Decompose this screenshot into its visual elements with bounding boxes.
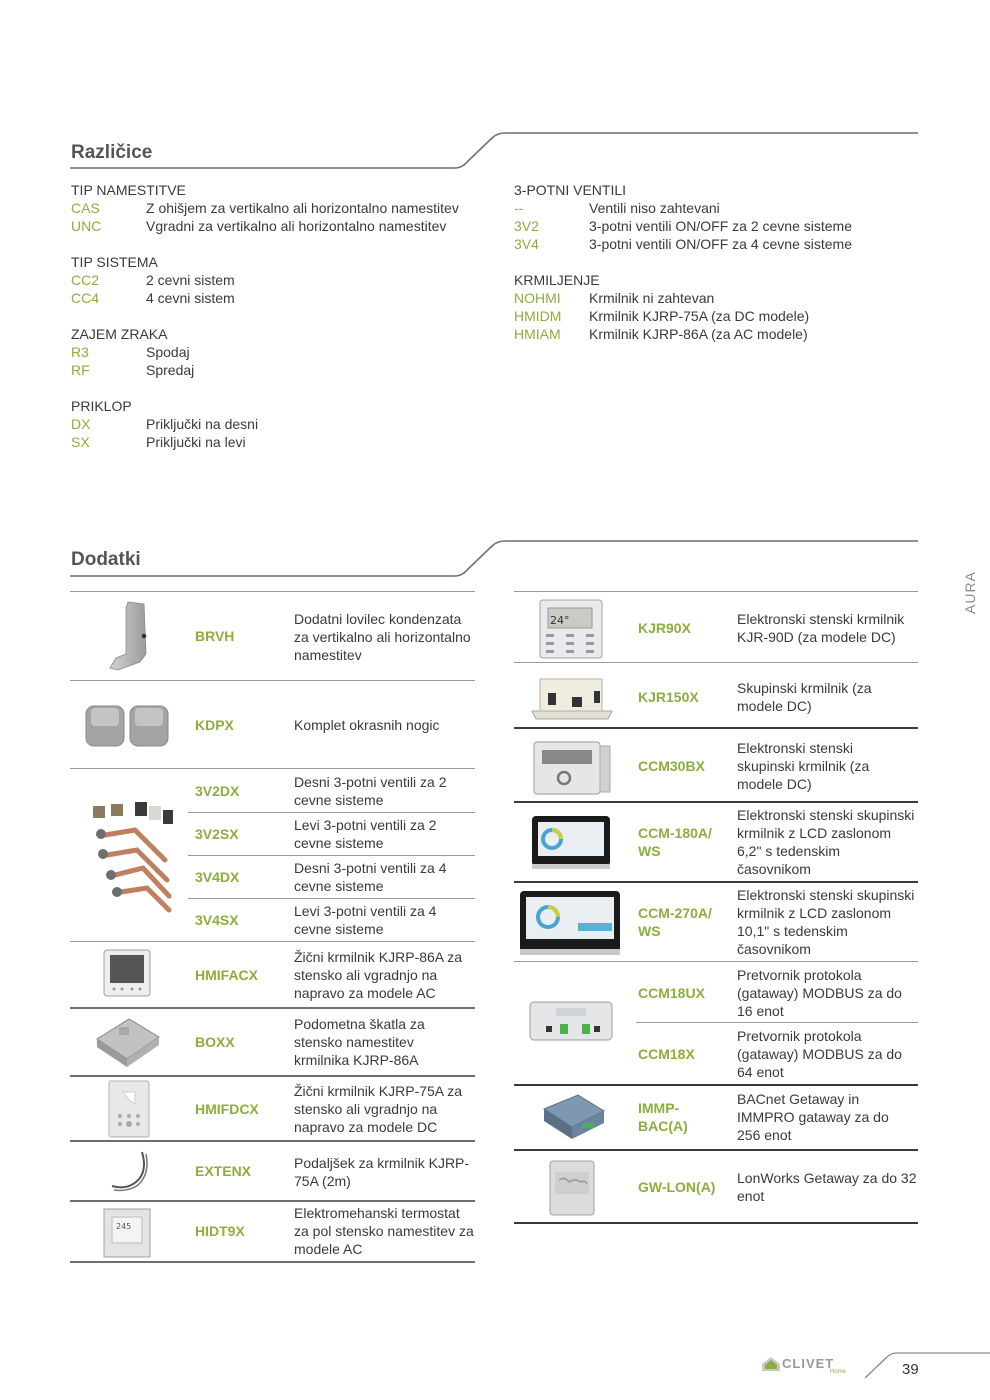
divider (514, 1222, 918, 1224)
variant-row (514, 307, 914, 325)
variant-desc: 3-potni ventili ON/OFF za 2 cevne sisteme (589, 218, 852, 234)
accessory-desc: Dodatni lovilec kondenzata za vertikalno ali horizontalno namestitev (294, 611, 471, 663)
accessory-code: CCM-270A/ WS (638, 905, 712, 939)
divider (70, 1261, 475, 1263)
svg-text:245: 245 (116, 1222, 132, 1231)
variant-row (71, 217, 491, 235)
accessory-code: BRVH (195, 628, 235, 644)
variant-desc: Z ohišjem za vertikalno ali horizontalno namestitev (146, 200, 459, 216)
accessory-code: HMIFACX (195, 967, 258, 983)
divider (70, 1075, 475, 1077)
variant-row (71, 199, 491, 217)
group-label: TIP NAMESTITVE (71, 182, 186, 198)
group-label: TIP SISTEMA (71, 254, 158, 270)
accessory-desc: BACnet Getaway in IMMPRO gataway za do 256 enot (737, 1091, 889, 1143)
divider (514, 591, 918, 592)
condensate-tray-icon (100, 598, 158, 676)
divider (514, 961, 918, 962)
accessory-desc: Desni 3-potni ventili za 2 cevne sisteme (294, 774, 447, 808)
variant-code: CC2 (71, 272, 100, 288)
svg-text:24°: 24° (550, 614, 570, 627)
variant-desc: Ventili niso zahtevani (589, 200, 720, 216)
variant-row (514, 199, 914, 217)
variant-code: HMIAM (514, 326, 561, 342)
gateway-icon (526, 996, 616, 1046)
accessory-desc: Elektronski stenski skupinski krmilnik z LCD zaslonom 6,2" s tedenskim časovnikom (737, 807, 915, 877)
touchscreen-icon (530, 812, 612, 872)
variant-desc: Vgradni za vertikalno ali horizontalno namestitev (146, 218, 447, 234)
accessory-code: 3V4DX (195, 869, 240, 885)
accessory-desc: Podaljšek za krmilnik KJRP-75A (2m) (294, 1155, 470, 1189)
accessory-desc: Levi 3-potni ventili za 4 cevne sisteme (294, 903, 437, 937)
variant-code: DX (71, 416, 91, 432)
variant-row (514, 235, 914, 253)
variant-code: 3V2 (514, 218, 539, 234)
group-controller-icon (528, 671, 614, 723)
wall-controller-icon (108, 1080, 150, 1138)
divider (70, 941, 475, 942)
accessories-title: Dodatki (71, 549, 141, 570)
accessory-code: CCM-180A/ WS (638, 825, 712, 859)
feet-kit-icon (82, 700, 172, 752)
variant-desc: Spredaj (146, 362, 195, 378)
accessory-desc: Elektronski stenski skupinski krmilnik z LCD zaslonom 10,1" s tedenskim časovnikom (737, 887, 915, 957)
touchscreen-icon (518, 887, 622, 959)
variant-desc: 4 cevni sistem (146, 290, 235, 306)
variant-desc: 2 cevni sistem (146, 272, 235, 288)
divider (514, 1149, 918, 1151)
divider (70, 680, 475, 681)
group-label: ZAJEM ZRAKA (71, 326, 168, 342)
accessory-desc: Pretvornik protokola (gataway) MODBUS za do 64 enot (737, 1028, 902, 1080)
divider (188, 855, 475, 856)
side-label: AURA (962, 571, 978, 614)
divider (636, 1022, 918, 1023)
accessory-code: CCM18X (638, 1046, 695, 1062)
accessory-code: 3V4SX (195, 912, 239, 928)
variant-row (514, 289, 914, 307)
variant-row (71, 289, 491, 307)
accessory-code: IMMP- BAC(A) (638, 1100, 688, 1134)
wall-controller-icon (538, 598, 604, 660)
valve-kit-icon (75, 800, 180, 915)
group-label: 3-POTNI VENTILI (514, 182, 627, 198)
accessory-desc: Žični krmilnik KJRP-86A za stensko ali vgradnjo na napravo za modele AC (294, 949, 463, 1001)
variant-code: UNC (71, 218, 102, 234)
divider (70, 1140, 475, 1142)
variant-row (514, 217, 914, 235)
variant-row (71, 361, 491, 379)
group-label: PRIKLOP (71, 398, 132, 414)
variant-code: -- (514, 200, 524, 216)
accessory-code: 3V2SX (195, 826, 239, 842)
accessory-desc: Elektronski stenski krmilnik KJR-90D (za modele DC) (737, 611, 905, 645)
variant-desc: Krmilnik ni zahtevan (589, 290, 715, 306)
accessory-desc: Elektromehanski termostat za pol stensko namestitev za modele AC (294, 1205, 474, 1257)
accessory-code: KJR150X (638, 689, 699, 705)
flush-box-icon (93, 1013, 163, 1071)
divider (514, 662, 918, 663)
variant-desc: 3-potni ventili ON/OFF za 4 cevne sisteme (589, 236, 852, 252)
variant-row (514, 325, 914, 343)
variant-desc: Spodaj (146, 344, 190, 360)
variant-code: RF (71, 362, 90, 378)
variant-desc: Krmilnik KJRP-86A (za AC modele) (589, 326, 808, 342)
accessory-code: BOXX (195, 1034, 235, 1050)
accessory-code: EXTENX (195, 1163, 252, 1179)
variant-code: SX (71, 434, 90, 450)
accessory-code: GW-LON(A) (638, 1179, 716, 1195)
variant-row (71, 415, 491, 433)
variant-code: NOHMI (514, 290, 561, 306)
logo-house-icon (760, 1355, 782, 1373)
wall-controller-icon (102, 948, 152, 1000)
accessory-code: HMIFDCX (195, 1101, 259, 1117)
variant-row (71, 343, 491, 361)
variant-code: HMIDM (514, 308, 562, 324)
accessory-desc: Desni 3-potni ventili za 4 cevne sisteme (294, 860, 447, 894)
variant-code: CAS (71, 200, 100, 216)
divider (70, 1200, 475, 1202)
divider (514, 801, 918, 803)
lonworks-gateway-icon (547, 1158, 597, 1218)
divider (70, 768, 475, 769)
bacnet-gateway-icon (538, 1089, 608, 1145)
central-controller-icon (530, 738, 614, 798)
divider (514, 727, 918, 729)
variant-desc: Priključki na levi (146, 434, 246, 450)
brand-name: CLIVET (782, 1356, 835, 1371)
accessory-code: KJR90X (638, 620, 691, 636)
page-number: 39 (902, 1361, 919, 1378)
brand-sub: Home (830, 1369, 847, 1375)
variant-desc: Krmilnik KJRP-75A (za DC modele) (589, 308, 810, 324)
divider (70, 591, 475, 592)
brand-logo (760, 1355, 852, 1381)
divider (514, 1084, 918, 1086)
group-label: KRMILJENJE (514, 272, 600, 288)
accessory-desc: Elektronski stenski skupinski krmilnik (za modele DC) (737, 740, 870, 792)
accessory-code: CCM30BX (638, 758, 705, 774)
variant-code: CC4 (71, 290, 100, 306)
accessory-desc: Levi 3-potni ventili za 2 cevne sisteme (294, 817, 437, 851)
divider (70, 1007, 475, 1009)
variants-right-column (514, 181, 914, 343)
divider (188, 812, 475, 813)
accessory-code: CCM18UX (638, 985, 705, 1001)
variant-code: 3V4 (514, 236, 539, 252)
cable-icon (104, 1148, 154, 1198)
accessory-code: KDPX (195, 717, 234, 733)
thermostat-icon (102, 1207, 152, 1259)
accessory-desc: Pretvornik protokola (gataway) MODBUS za do 16 enot (737, 967, 902, 1019)
accessory-desc: Podometna škatla za stensko namestitev krmilnika KJRP-86A (294, 1016, 425, 1068)
variant-code: R3 (71, 344, 89, 360)
divider (514, 881, 918, 883)
accessory-desc: Komplet okrasnih nogic (294, 717, 440, 733)
accessory-code: HIDT9X (195, 1223, 245, 1239)
variant-row (71, 271, 491, 289)
variant-desc: Priključki na desni (146, 416, 259, 432)
accessory-desc: LonWorks Getaway za do 32 enot (737, 1170, 917, 1204)
accessory-desc: Žični krmilnik KJRP-75A za stensko ali vgradnjo na napravo za modele DC (294, 1083, 463, 1135)
variants-title: Različice (71, 142, 153, 163)
variants-left-column (71, 181, 491, 451)
divider (188, 898, 475, 899)
accessory-desc: Skupinski krmilnik (za modele DC) (737, 680, 872, 714)
accessory-code: 3V2DX (195, 783, 240, 799)
variant-row (71, 433, 491, 451)
